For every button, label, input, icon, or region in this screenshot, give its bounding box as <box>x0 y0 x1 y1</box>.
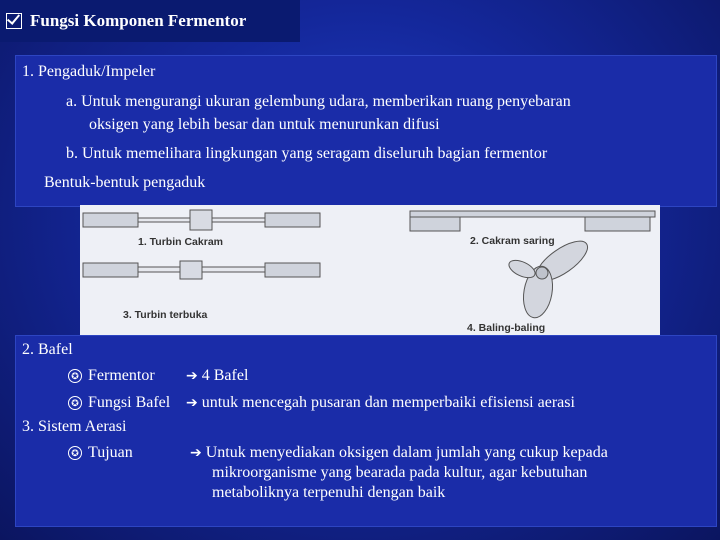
aeration-goal-value-line1: Untuk menyediakan oksigen dalam jumlah yang cukup kepada <box>205 444 608 461</box>
baffle-function-value: untuk mencegah pusaran dan memperbaiki efisiensi aerasi <box>201 394 575 411</box>
screen-disc-drawing <box>410 211 655 231</box>
checkbox-icon <box>6 13 22 29</box>
section2-heading: 2. Bafel <box>22 341 73 358</box>
impeller-types-figure <box>80 205 660 335</box>
impeller-function-b: b. Untuk memelihara lingkungan yang seragam diseluruh bagian fermentor <box>66 145 548 162</box>
baffle-function-row <box>68 394 170 412</box>
baffle-function-label: Fungsi Bafel <box>88 394 171 411</box>
section1-heading: 1. Pengaduk/Impeler <box>22 63 156 80</box>
fermentor-label: Fermentor <box>88 367 155 384</box>
aeration-goal-value-row <box>190 444 608 462</box>
disc-turbine-drawing <box>83 210 320 230</box>
right-arrow-icon: ➔ <box>186 395 198 411</box>
star-circle-icon: ✪ <box>68 446 82 460</box>
impeller-shapes-subheading: Bentuk-bentuk pengaduk <box>44 174 206 191</box>
open-turbine-label: 3. Turbin terbuka <box>123 309 208 321</box>
title-bar <box>0 0 300 42</box>
section3-heading: 3. Sistem Aerasi <box>22 418 127 435</box>
impeller-function-a-line2: oksigen yang lebih besar dan untuk menurunkan difusi <box>89 116 440 133</box>
right-arrow-icon: ➔ <box>190 445 202 461</box>
disc-turbine-label: 1. Turbin Cakram <box>138 236 223 248</box>
aeration-goal-value-line2: mikroorganisme yang bearada pada kultur, agar kebutuhan <box>212 464 588 481</box>
baffle-function-value-row <box>186 394 575 412</box>
star-circle-icon: ✪ <box>68 396 82 410</box>
aeration-goal-label: Tujuan <box>88 444 133 461</box>
fermentor-row <box>68 367 155 385</box>
screen-disc-label: 2. Cakram saring <box>470 235 555 247</box>
open-turbine-drawing <box>83 261 320 279</box>
fermentor-value-row <box>186 367 248 385</box>
star-circle-icon: ✪ <box>68 369 82 383</box>
slide-title: Fungsi Komponen Fermentor <box>30 11 247 30</box>
impeller-function-a-line1: a. Untuk mengurangi ukuran gelembung udara, memberikan ruang penyebaran <box>66 93 571 110</box>
fermentor-value: 4 Bafel <box>201 367 249 384</box>
aeration-goal-value-line3: metaboliknya terpenuhi dengan baik <box>212 484 446 501</box>
right-arrow-icon: ➔ <box>186 368 198 384</box>
aeration-goal-row <box>68 444 133 462</box>
propeller-label: 4. Baling-baling <box>467 322 546 334</box>
